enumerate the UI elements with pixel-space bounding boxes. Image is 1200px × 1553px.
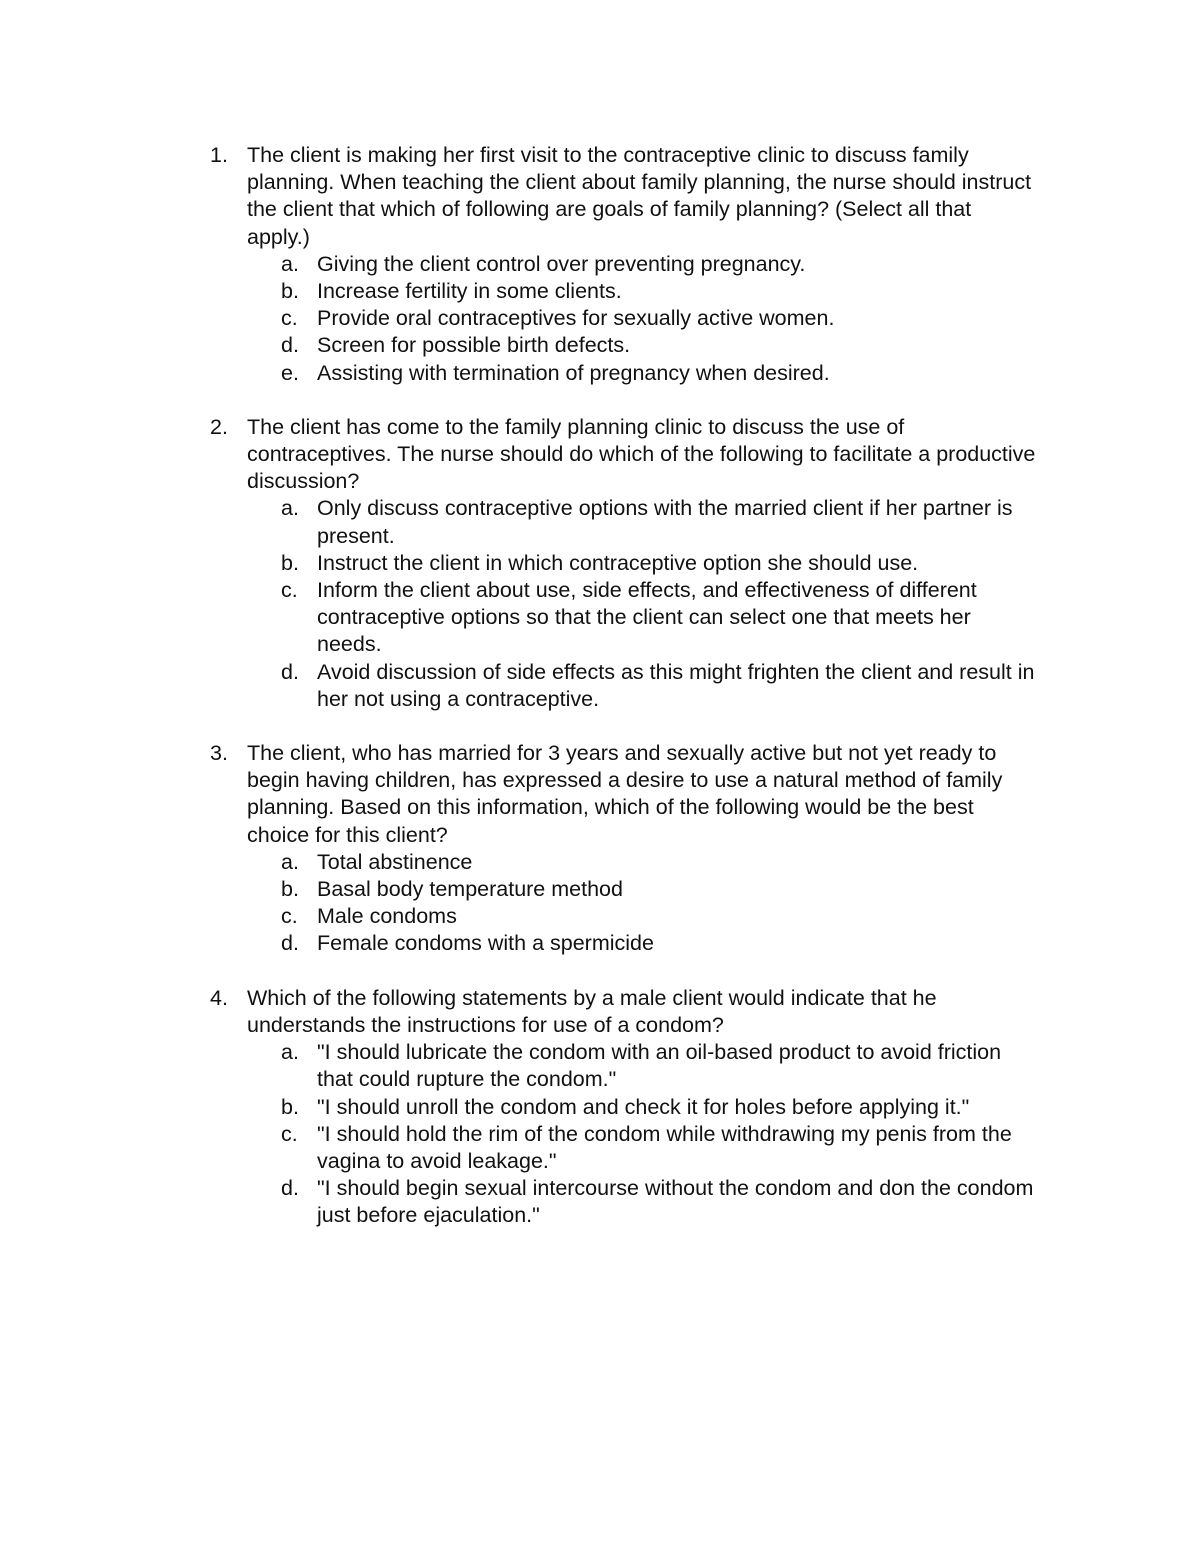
option-letter: c. <box>281 306 298 331</box>
question-number: 3. <box>210 741 228 766</box>
option-item <box>281 1039 1040 1093</box>
option-item <box>281 930 1040 957</box>
option-item <box>281 577 1040 659</box>
option-item <box>281 332 1040 359</box>
option-letter: c. <box>281 904 298 929</box>
option-list <box>247 251 1040 387</box>
option-text: "I should lubricate the condom with an oil-based product to avoid friction that could rupture the condom." <box>317 1040 1002 1092</box>
question-number: 1. <box>210 143 228 167</box>
option-item <box>281 360 1040 387</box>
option-item <box>281 876 1040 903</box>
option-letter: c. <box>281 578 298 603</box>
option-item <box>281 903 1040 930</box>
option-letter: d. <box>281 333 299 358</box>
option-letter: b. <box>281 279 299 304</box>
option-item <box>281 278 1040 305</box>
option-item <box>281 849 1040 876</box>
option-list <box>247 849 1040 958</box>
question-number: 4. <box>210 985 228 1010</box>
option-letter: d. <box>281 931 299 956</box>
option-item <box>281 550 1040 577</box>
option-letter: c. <box>281 1121 298 1146</box>
option-item <box>281 495 1040 549</box>
option-text: Instruct the client in which contraceptive option she should use. <box>317 550 919 575</box>
question-2 <box>210 414 1040 713</box>
option-list <box>247 1039 1040 1229</box>
option-text: Basal body temperature method <box>317 877 623 902</box>
question-4 <box>210 985 1040 1230</box>
option-item <box>281 251 1040 278</box>
option-letter: e. <box>281 360 299 385</box>
question-3 <box>210 740 1040 958</box>
option-letter: d. <box>281 1176 299 1201</box>
option-letter: b. <box>281 550 299 575</box>
option-letter: d. <box>281 659 299 684</box>
option-item <box>281 1175 1040 1229</box>
option-text: Avoid discussion of side effects as this might frighten the client and result in her not using a contraceptive. <box>317 659 1035 711</box>
option-text: "I should unroll the condom and check it for holes before applying it." <box>317 1094 970 1119</box>
option-text: Male condoms <box>317 904 457 929</box>
option-item <box>281 1094 1040 1121</box>
option-text: "I should begin sexual intercourse without the condom and don the condom just before ejaculation." <box>317 1176 1034 1228</box>
option-text: Total abstinence <box>317 849 473 874</box>
option-letter: a. <box>281 1040 299 1065</box>
question-text: The client, who has married for 3 years and sexually active but not yet ready to begin having children, has expressed a desire to use a natural method of family planning. Based on this information, which of the following would be the best choice for this client? <box>247 741 1003 847</box>
question-1 <box>210 142 1040 387</box>
option-item <box>281 305 1040 332</box>
question-text: Which of the following statements by a male client would indicate that he understands the instructions for use of a condom? <box>247 985 937 1037</box>
option-text: Assisting with termination of pregnancy when desired. <box>317 360 830 385</box>
option-text: Provide oral contraceptives for sexually active women. <box>317 306 835 331</box>
question-text: The client has come to the family planning clinic to discuss the use of contraceptives. The nurse should do which of the following to facilitate a productive discussion? <box>247 414 1036 494</box>
option-text: Screen for possible birth defects. <box>317 333 631 358</box>
option-letter: a. <box>281 251 299 276</box>
option-list <box>247 495 1040 713</box>
question-text: The client is making her first visit to the contraceptive clinic to discuss family planning. When teaching the client about family planning, the nurse should instruct the client that which of following are goals of family planning? (Select all that apply.) <box>247 143 1032 249</box>
option-text: Giving the client control over preventing pregnancy. <box>317 251 806 276</box>
option-letter: b. <box>281 877 299 902</box>
option-letter: a. <box>281 496 299 521</box>
option-text: Female condoms with a spermicide <box>317 931 654 956</box>
option-item <box>281 1121 1040 1175</box>
option-item <box>281 659 1040 713</box>
option-text: Inform the client about use, side effects, and effectiveness of different contraceptive options so that the client can select one that meets her needs. <box>317 578 977 657</box>
option-letter: a. <box>281 849 299 874</box>
option-text: "I should hold the rim of the condom while withdrawing my penis from the vagina to avoid leakage." <box>317 1121 1012 1173</box>
option-letter: b. <box>281 1094 299 1119</box>
question-list <box>210 142 1040 1257</box>
question-number: 2. <box>210 414 228 439</box>
option-text: Only discuss contraceptive options with the married client if her partner is present. <box>317 496 1013 548</box>
option-text: Increase fertility in some clients. <box>317 279 622 304</box>
